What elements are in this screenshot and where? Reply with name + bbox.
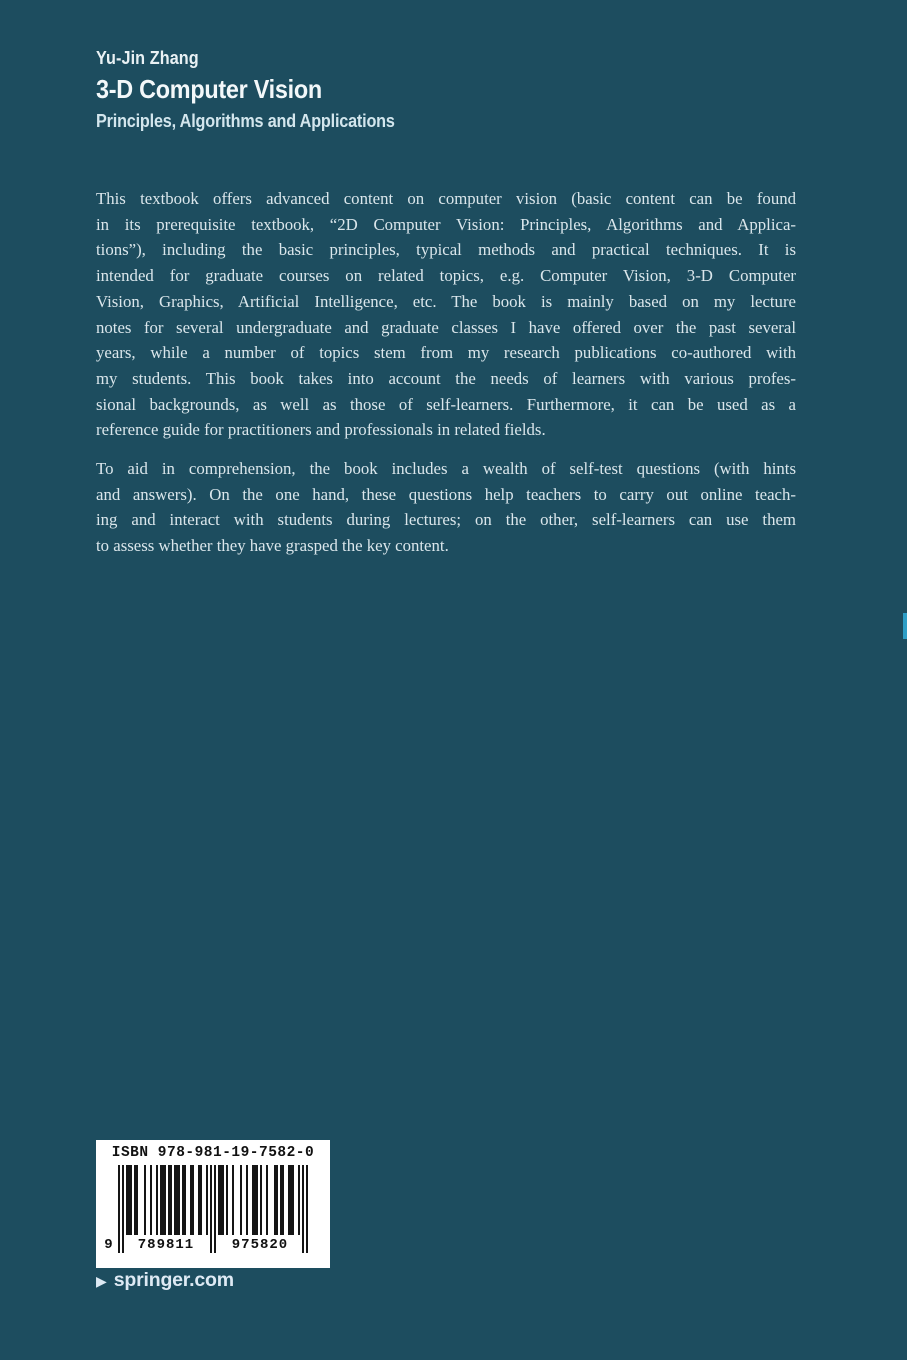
book-subtitle: Principles, Algorithms and Applications	[96, 111, 395, 131]
blurb-line: sional backgrounds, as well as those of self-learners. Furthermore, it can be used as a	[96, 394, 796, 414]
blurb-line: and answers). On the one hand, these questions help teachers to carry out online teach-	[96, 484, 796, 504]
blurb-paragraph-2	[96, 456, 796, 559]
blurb-line: notes for several undergraduate and graduate classes I have offered over the past several	[96, 317, 796, 337]
barcode-module	[306, 1165, 308, 1253]
back-cover-blurb	[96, 186, 796, 572]
blurb-line: This textbook offers advanced content on computer vision (basic content can be found	[96, 189, 796, 208]
blurb-line: intended for graduate courses on related topics, e.g. Computer Vision, 3-D Computer	[96, 266, 796, 286]
barcode-digit-group: 789811	[137, 1237, 195, 1253]
edge-artifact	[903, 613, 907, 639]
blurb-line: my students. This book takes into account the needs of learners with various profes-	[96, 368, 796, 388]
isbn-number: ISBN 978-981-19-7582-0	[111, 1145, 315, 1161]
blurb-line: To aid in comprehension, the book includes a wealth of self-test questions (with hints	[96, 459, 796, 479]
blurb-line: in its prerequisite textbook, “2D Computer Vision: Principles, Algorithms and Applica-	[96, 214, 796, 234]
blurb-paragraph-1	[96, 186, 796, 443]
barcode-bars	[104, 1165, 308, 1253]
barcode-digit-group: 975820	[231, 1237, 289, 1253]
isbn-barcode-panel	[96, 1140, 330, 1268]
blurb-line: years, while a number of topics stem from my research publications co-authored with	[96, 343, 796, 363]
barcode-digit-group: 9	[104, 1237, 114, 1253]
blurb-line: reference guide for practitioners and professionals in related fields.	[96, 420, 546, 440]
blurb-line: Vision, Graphics, Artificial Intelligence, etc. The book is mainly based on my lecture	[96, 291, 796, 311]
blurb-line: tions”), including the basic principles, typical methods and practical techniques. It is	[96, 240, 796, 260]
blurb-line: ing and interact with students during lectures; on the other, self-learners can use them	[96, 510, 796, 530]
blurb-line: to assess whether they have grasped the key content.	[96, 536, 449, 556]
publisher-site-label: springer.com	[113, 1269, 234, 1291]
cover-header	[96, 48, 428, 132]
arrow-right-icon: ▶	[96, 1272, 107, 1289]
author-name: Yu-Jin Zhang	[96, 48, 199, 68]
publisher-logo	[96, 1269, 234, 1292]
book-title: 3-D Computer Vision	[96, 74, 322, 104]
